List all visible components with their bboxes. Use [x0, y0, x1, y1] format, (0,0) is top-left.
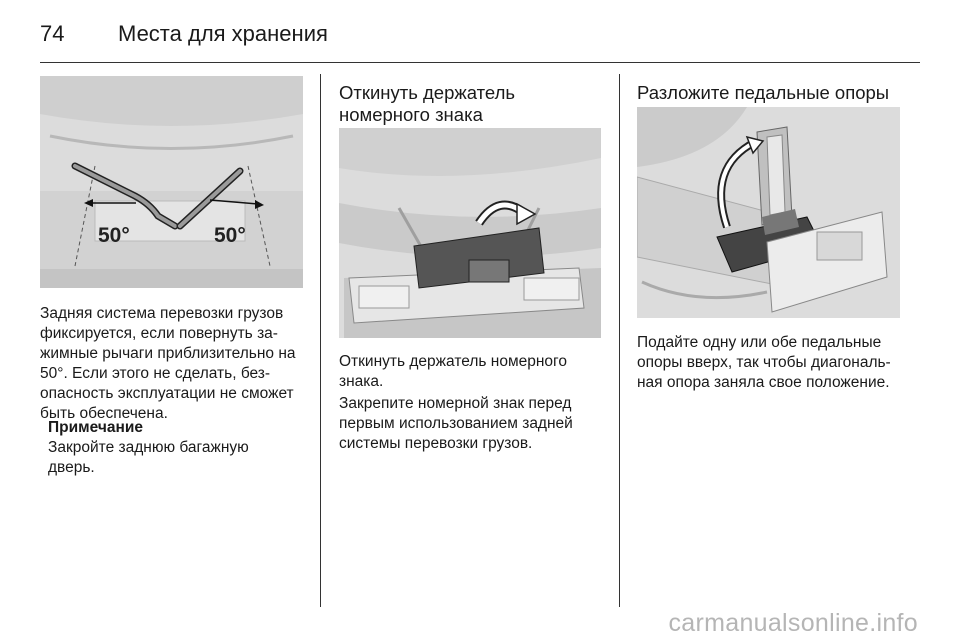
page-number: 74	[40, 21, 65, 46]
column-divider	[320, 74, 321, 607]
lever-instruction-paragraph: Задняя система перевозки грузов фиксируется, если повернуть за-жимные рычаги приблизительно на 50°. Если этого не сделать, без-опасность эксплуатации не сможет быть обеспечена.	[40, 305, 296, 422]
pedal-instruction-paragraph: Подайте одну или обе педальные опоры вверх, так чтобы диагональ-ная опора заняла свое положение.	[637, 334, 891, 391]
lever-rotation-illustration	[40, 76, 303, 288]
note-text: Закройте заднюю багажную дверь.	[48, 439, 249, 476]
section-title-license-plate: Откинуть держатель номерного знака	[339, 82, 516, 125]
angle-label-left: 50°	[98, 224, 130, 247]
fix-plate-paragraph: Закрепите номерной знак перед первым использованием задней системы перевозки грузов.	[339, 395, 573, 452]
pedal-supports-illustration	[637, 107, 900, 318]
header-rule	[40, 62, 920, 63]
section-title-pedal-supports: Разложите педальные опоры	[637, 82, 890, 103]
angle-label-right: 50°	[214, 224, 246, 247]
column-divider	[619, 74, 620, 607]
watermark: carmanualsonline.info	[668, 609, 918, 637]
page-header	[40, 14, 328, 54]
license-plate-holder-illustration	[339, 128, 601, 338]
note-title: Примечание	[48, 419, 143, 436]
fold-holder-paragraph: Откинуть держатель номерного знака.	[339, 353, 567, 390]
chapter-title: Места для хранения	[118, 21, 328, 46]
